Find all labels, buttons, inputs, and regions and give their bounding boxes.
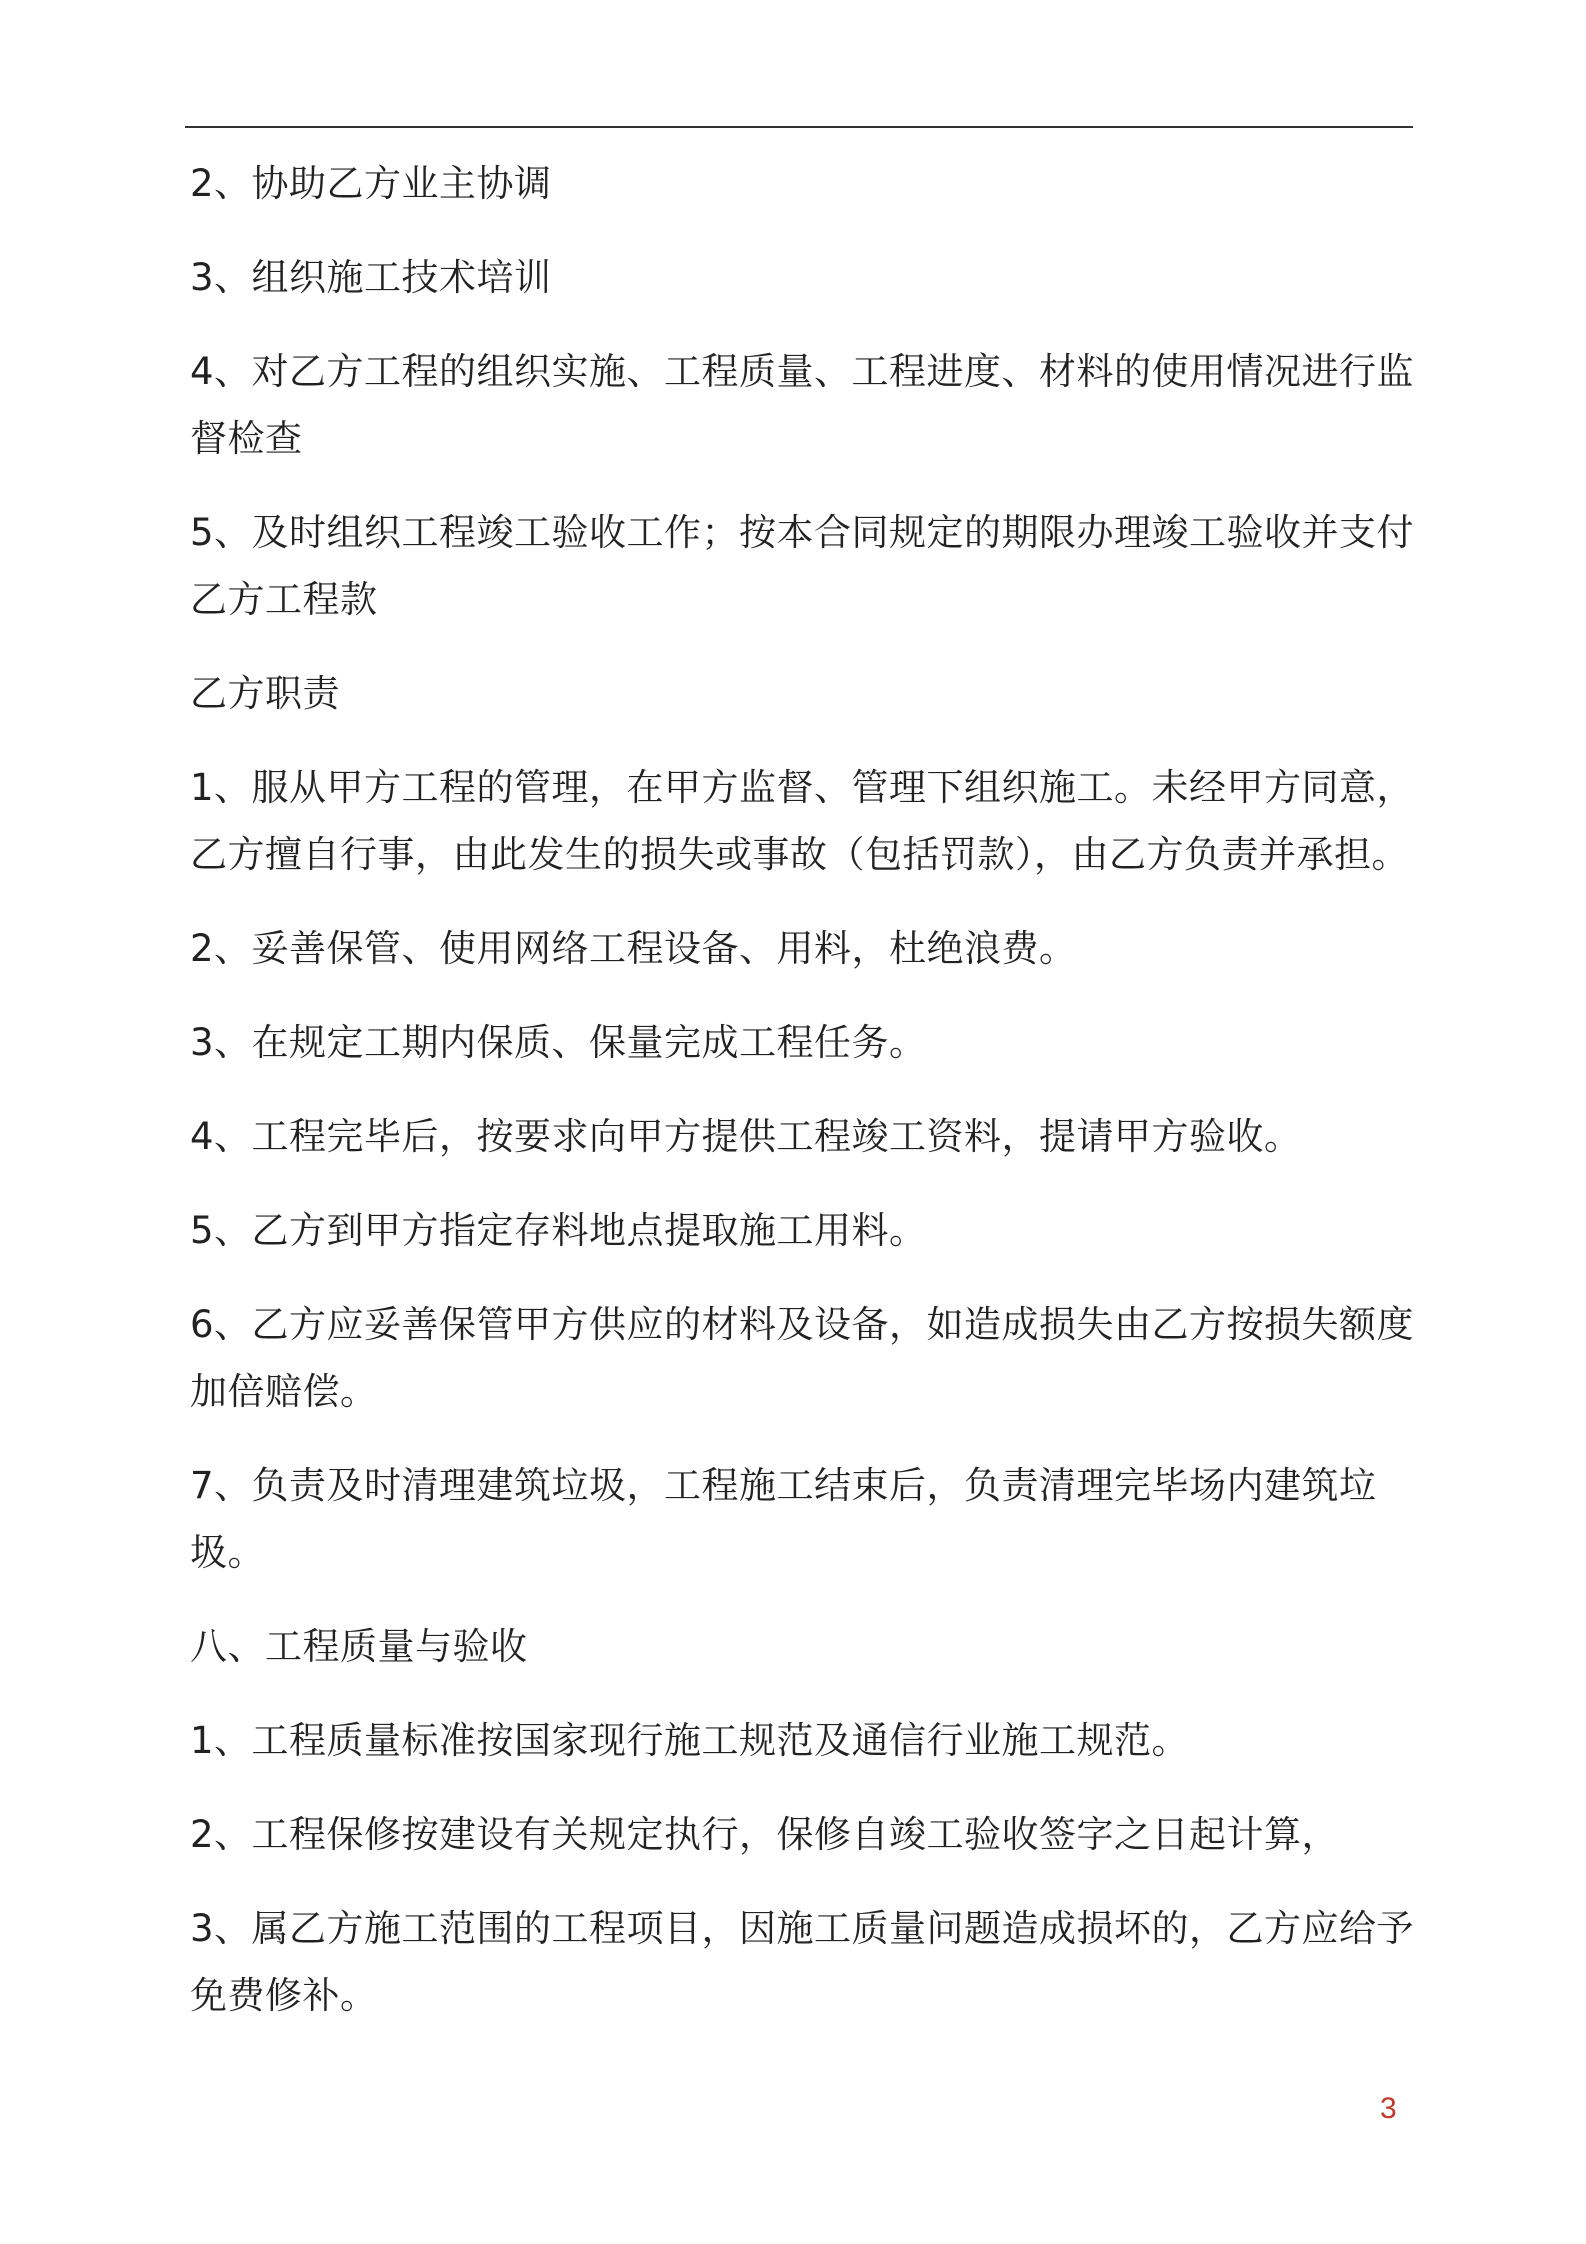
paragraph: 5、乙方到甲方指定存料地点提取施工用料。 (190, 1209, 927, 1252)
paragraph: 1、服从甲方工程的管理，在甲方监督、管理下组织施工。未经甲方同意，乙方擅自行事，由此发生的损失或事故（包括罚款），由乙方负责并承担。 (190, 766, 1415, 876)
paragraph: 5、及时组织工程竣工验收工作；按本合同规定的期限办理竣工验收并支付乙方工程款 (190, 511, 1415, 621)
paragraph: 3、属乙方施工范围的工程项目，因施工质量问题造成损坏的，乙方应给予免费修补。 (190, 1907, 1415, 2017)
paragraph: 3、在规定工期内保质、保量完成工程任务。 (190, 1021, 927, 1064)
section-heading: 八、工程质量与验收 (190, 1625, 528, 1668)
paragraph: 3、组织施工技术培训 (190, 256, 552, 299)
paragraph: 1、工程质量标准按国家现行施工规范及通信行业施工规范。 (190, 1719, 1190, 1762)
document-body (190, 150, 1415, 2056)
paragraph: 2、妥善保管、使用网络工程设备、用料，杜绝浪费。 (190, 927, 1077, 970)
paragraph: 4、工程完毕后，按要求向甲方提供工程竣工资料，提请甲方验收。 (190, 1115, 1302, 1158)
paragraph: 2、工程保修按建设有关规定执行，保修自竣工验收签字之日起计算， (190, 1813, 1340, 1856)
paragraph: 2、协助乙方业主协调 (190, 162, 552, 205)
paragraph: 4、对乙方工程的组织实施、工程质量、工程进度、材料的使用情况进行监督检查 (190, 350, 1415, 460)
header-rule (185, 126, 1413, 128)
paragraph: 6、乙方应妥善保管甲方供应的材料及设备，如造成损失由乙方按损失额度加倍赔偿。 (190, 1303, 1415, 1413)
paragraph: 7、负责及时清理建筑垃圾，工程施工结束后，负责清理完毕场内建筑垃圾。 (190, 1464, 1377, 1574)
section-heading: 乙方职责 (190, 672, 340, 715)
page-number: 3 (1380, 2092, 1397, 2125)
